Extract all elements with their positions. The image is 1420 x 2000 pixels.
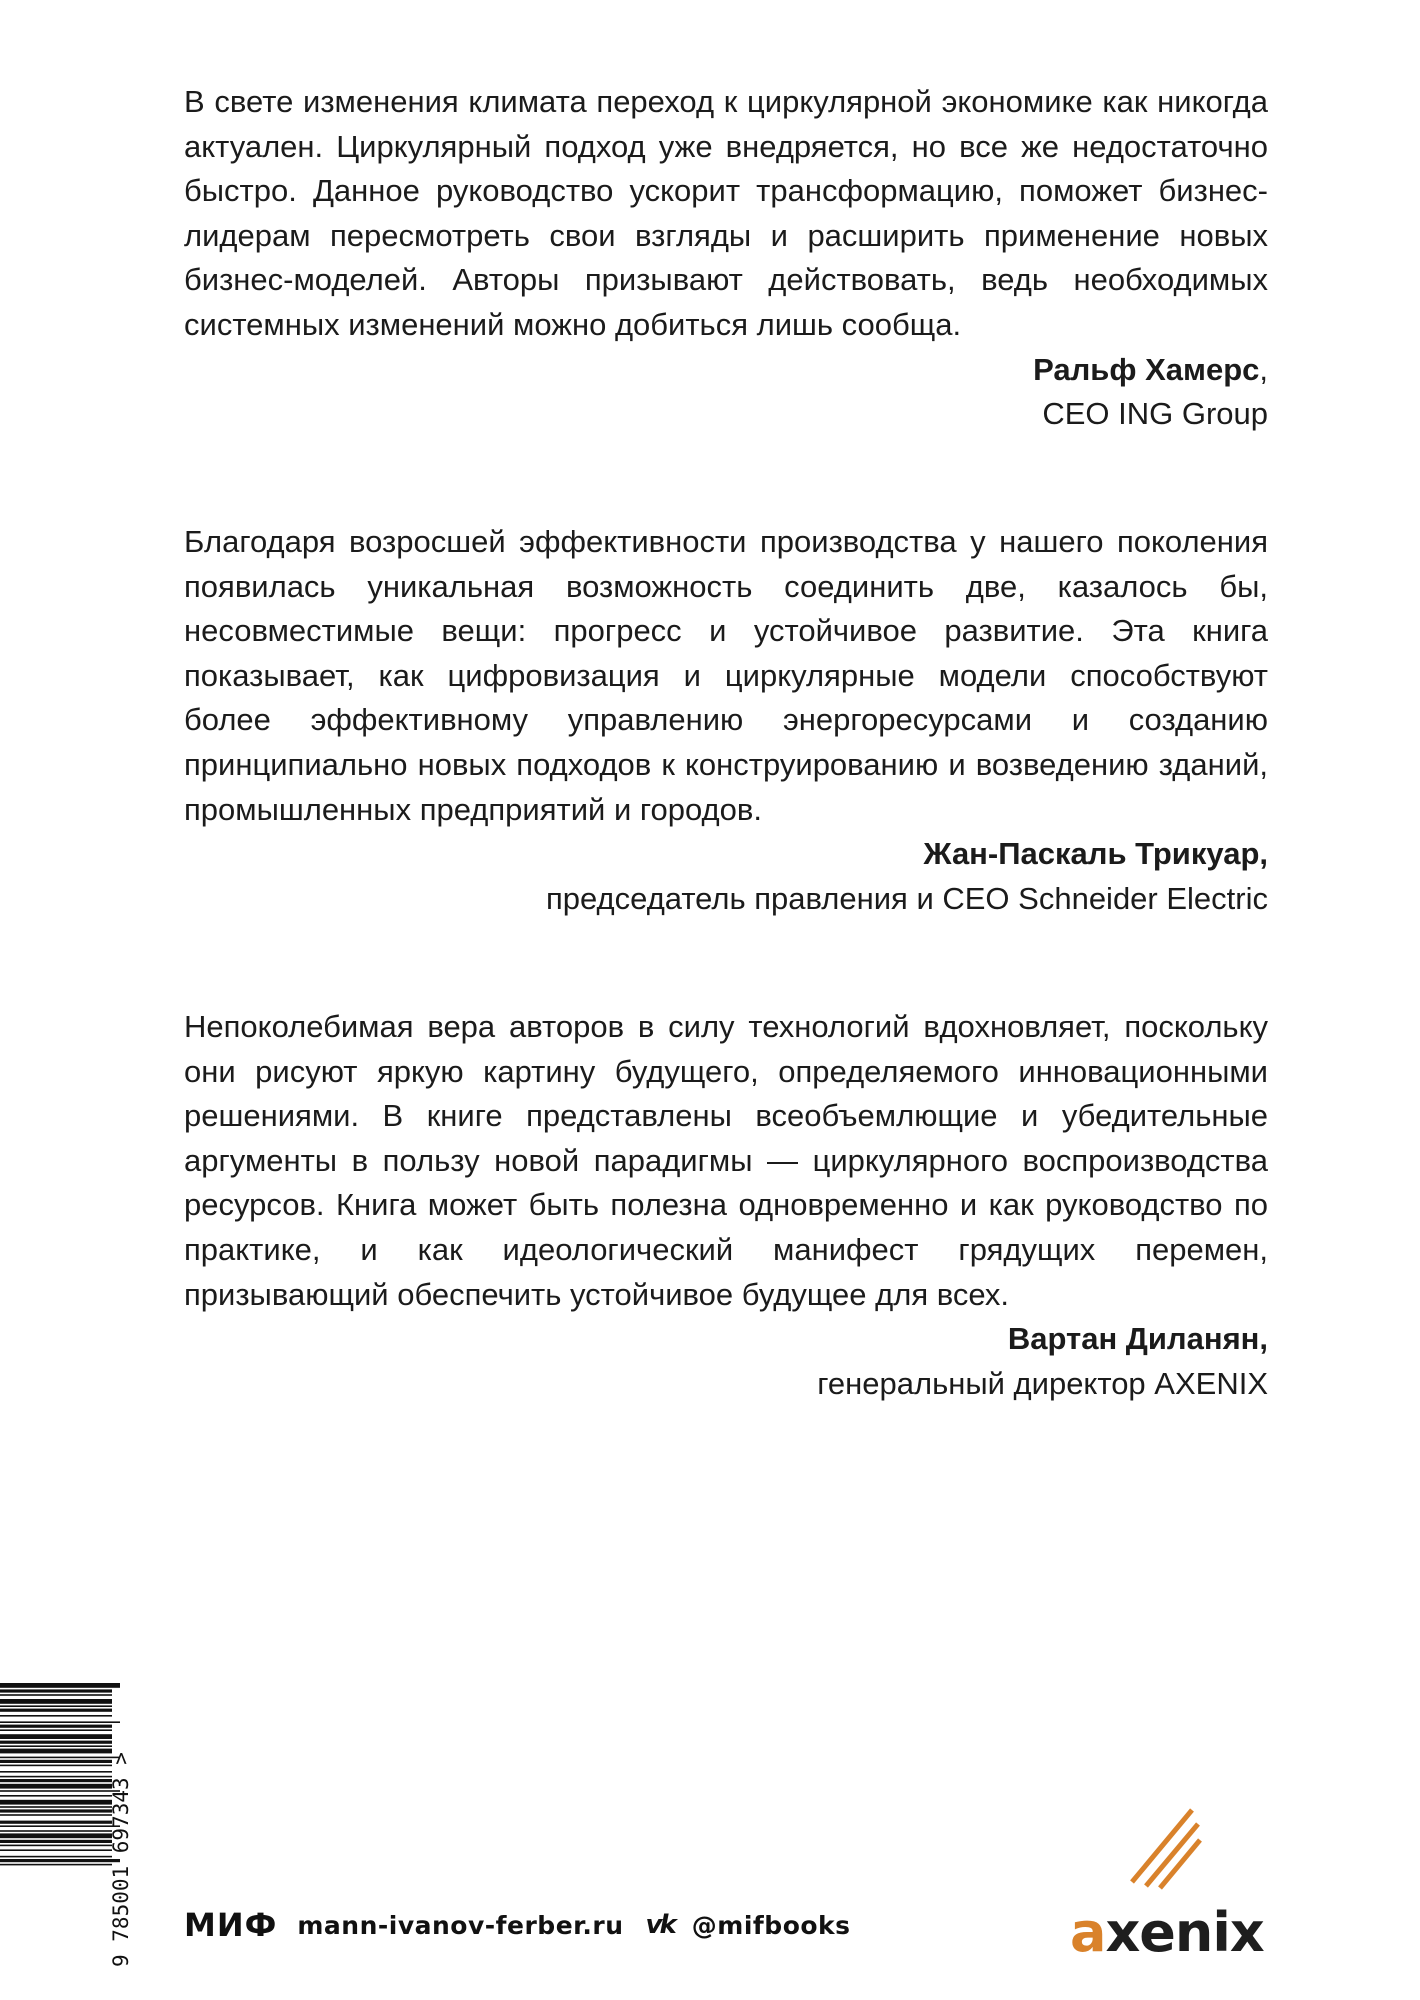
barcode-bar	[0, 1795, 112, 1797]
barcode-bar	[0, 1729, 112, 1731]
quote-attribution	[184, 1317, 1268, 1406]
barcode-bar	[0, 1790, 120, 1792]
vk-icon: vk	[645, 1910, 674, 1940]
barcode-bars	[0, 1683, 120, 1865]
axenix-wordmark	[1070, 1901, 1264, 1964]
axenix-wordmark-accent: a	[1070, 1901, 1106, 1964]
author-title: CEO ING Group	[1042, 396, 1268, 432]
barcode-bar	[0, 1721, 120, 1723]
barcode-bar	[0, 1809, 112, 1812]
mif-logo: МИФ	[184, 1906, 278, 1944]
author-title: председатель правления и CEO Schneider Electric	[545, 880, 1268, 916]
barcode-digits: 9 785001 697343 >	[109, 1752, 133, 1967]
quote-attribution	[184, 348, 1268, 437]
author-name: Жан-Паскаль Трикуар,	[923, 836, 1268, 872]
barcode-bar	[0, 1699, 112, 1704]
barcode-bar	[0, 1864, 112, 1866]
author-name: Вартан Диланян,	[1007, 1321, 1268, 1357]
barcode-bar	[0, 1757, 120, 1759]
barcode-bar	[0, 1859, 120, 1862]
barcode-bar	[0, 1840, 112, 1843]
barcode-bar	[0, 1833, 112, 1838]
barcode-bar	[0, 1765, 112, 1767]
quote-attribution	[184, 832, 1268, 921]
barcode-bar	[0, 1779, 112, 1782]
author-title: генеральный директор AXENIX	[817, 1365, 1268, 1401]
quote-text: Непоколебимая вера авторов в силу технологий вдохновляет, поскольку они рисуют яркую картину будущего, определяемого инновационными решениями. В книге представлены всеобъемлющие и убедительные аргументы в пользу новой парадигмы — циркулярного воспроизводства ресурсов. Книга может быть полезна одновременно и как руководство по практике, и как идеологический манифест грядущих перемен, призывающий обеспечить устойчивое будущее для всех.	[184, 1009, 1268, 1312]
barcode-bar	[0, 1749, 112, 1754]
barcode-bar	[0, 1705, 112, 1707]
website-link[interactable]: mann-ivanov-ferber.ru	[297, 1910, 624, 1940]
barcode-bar	[0, 1806, 112, 1808]
social-handle[interactable]: @mifbooks	[691, 1910, 851, 1940]
barcode-bar	[0, 1814, 112, 1816]
axenix-logo	[1070, 1800, 1290, 1964]
quote-ralph-hamers	[184, 80, 1268, 437]
publisher-footer	[184, 1903, 851, 1947]
isbn-barcode	[0, 1683, 140, 1969]
barcode-bar	[0, 1776, 112, 1778]
barcode-bar	[0, 1745, 112, 1747]
barcode-bar	[0, 1825, 120, 1827]
barcode-bar	[0, 1821, 112, 1824]
quote-vartan-dilanyan	[184, 1005, 1268, 1406]
barcode-bar	[0, 1715, 112, 1717]
barcode-bar	[0, 1709, 112, 1712]
barcode-bar	[0, 1725, 112, 1728]
quote-text: Благодаря возросшей эффективности производства у нашего поколения появилась уникальная возможность соединить две, казалось бы, несовместимые вещи: прогресс и устойчивое развитие. Эта книга показывает, как цифровизация и циркулярные модели способствуют более эффективному управлению энергоресурсами и созданию принципиально новых подходов к конструированию и возведению зданий, промышленных предприятий и городов.	[184, 524, 1268, 827]
axenix-mark-icon	[1122, 1800, 1202, 1890]
barcode-bar	[0, 1694, 112, 1696]
barcode-bar	[0, 1845, 112, 1847]
barcode-bar	[0, 1849, 112, 1851]
barcode-bar	[0, 1683, 120, 1688]
barcode-bar	[0, 1760, 112, 1763]
author-suffix: ,	[1259, 351, 1268, 387]
quote-text: В свете изменения климата переход к циркулярной экономике как никогда актуален. Циркулярный подход уже внедряется, но все же недостаточно быстро. Данное руководство ускорит трансформацию, поможет бизнес-лидерам пересмотреть свои взгляды и расширить применение новых бизнес-моделей. Авторы призывают действовать, ведь необходимых системных изменений можно добиться лишь сообща.	[184, 84, 1268, 342]
barcode-bar	[0, 1771, 112, 1773]
barcode-bar	[0, 1734, 112, 1739]
quote-jean-pascal-tricoire	[184, 520, 1268, 921]
barcode-bar	[0, 1784, 112, 1789]
author-name: Ральф Хамерс	[1033, 351, 1260, 387]
barcode-bar	[0, 1800, 112, 1805]
barcode-bar	[0, 1856, 112, 1858]
barcode-bar	[0, 1830, 112, 1832]
barcode-bar	[0, 1689, 112, 1692]
barcode-bar	[0, 1741, 112, 1744]
axenix-wordmark-rest: xenix	[1105, 1901, 1264, 1964]
